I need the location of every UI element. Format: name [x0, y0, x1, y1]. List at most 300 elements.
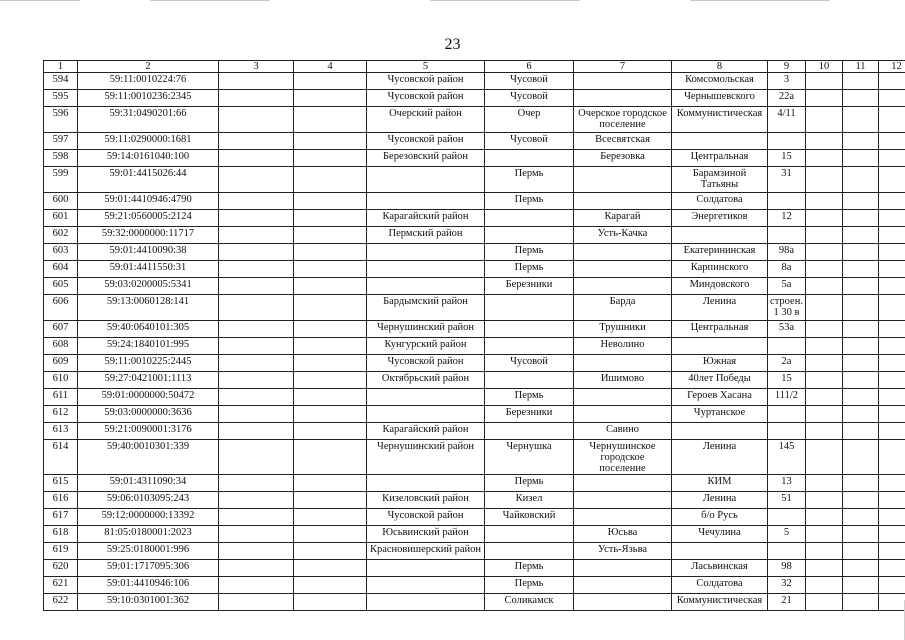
table-cell-col-9 — [768, 338, 806, 355]
table-row — [44, 73, 905, 90]
table-cell-col-12 — [879, 295, 905, 321]
table-row — [44, 244, 905, 261]
table-cell-col-10 — [806, 90, 843, 107]
table-cell-col-11 — [843, 509, 879, 526]
top-edge-rule — [430, 0, 580, 1]
table-cell-col-1: 609 — [44, 355, 78, 372]
table-cell-col-10 — [806, 577, 843, 594]
table-row — [44, 193, 905, 210]
table-row — [44, 372, 905, 389]
table-cell-col-8 — [672, 227, 768, 244]
table-cell-col-6 — [485, 526, 574, 543]
table-cell-col-8: Ленина — [672, 440, 768, 475]
table-cell-col-9 — [768, 193, 806, 210]
table-cell-col-10 — [806, 389, 843, 406]
table-cell-col-6 — [485, 295, 574, 321]
table-cell-col-12 — [879, 372, 905, 389]
table-cell-col-12 — [879, 107, 905, 133]
column-header: 4 — [294, 61, 367, 73]
table-cell-col-3 — [219, 227, 294, 244]
table-cell-col-11 — [843, 167, 879, 193]
table-cell-col-1: 600 — [44, 193, 78, 210]
table-cell-col-7 — [574, 594, 672, 611]
table-cell-col-4 — [294, 321, 367, 338]
table-cell-col-12 — [879, 167, 905, 193]
table-cell-col-4 — [294, 594, 367, 611]
table-cell-col-7 — [574, 193, 672, 210]
table-cell-col-11 — [843, 372, 879, 389]
table-cell-col-8: Центральная — [672, 150, 768, 167]
table-cell-col-1: 595 — [44, 90, 78, 107]
table-cell-col-3 — [219, 577, 294, 594]
table-cell-col-6 — [485, 338, 574, 355]
table-cell-col-11 — [843, 594, 879, 611]
table-cell-col-9: 15 — [768, 372, 806, 389]
table-cell-col-10 — [806, 244, 843, 261]
table-row — [44, 338, 905, 355]
table-cell-col-12 — [879, 244, 905, 261]
table-cell-col-2: 59:03:0000000:3636 — [78, 406, 219, 423]
table-cell-col-12 — [879, 73, 905, 90]
table-cell-col-2: 59:24:1840101:995 — [78, 338, 219, 355]
table-cell-col-9: 22а — [768, 90, 806, 107]
table-cell-col-3 — [219, 440, 294, 475]
registry-table — [43, 60, 905, 611]
table-cell-col-6: Чернушка — [485, 440, 574, 475]
table-cell-col-5 — [367, 594, 485, 611]
table-cell-col-4 — [294, 389, 367, 406]
table-cell-col-9: 12 — [768, 210, 806, 227]
table-row — [44, 107, 905, 133]
table-cell-col-4 — [294, 509, 367, 526]
table-cell-col-12 — [879, 193, 905, 210]
table-cell-col-1: 618 — [44, 526, 78, 543]
table-cell-col-12 — [879, 389, 905, 406]
table-cell-col-3 — [219, 295, 294, 321]
table-cell-col-4 — [294, 261, 367, 278]
table-cell-col-4 — [294, 227, 367, 244]
table-cell-col-11 — [843, 278, 879, 295]
table-cell-col-11 — [843, 475, 879, 492]
table-cell-col-4 — [294, 577, 367, 594]
table-cell-col-11 — [843, 577, 879, 594]
table-cell-col-9: строен.1 30 в — [768, 295, 806, 321]
table-row — [44, 577, 905, 594]
table-cell-col-6: Чусовой — [485, 73, 574, 90]
table-cell-col-5 — [367, 577, 485, 594]
table-row — [44, 90, 905, 107]
table-cell-col-8: Миндовского — [672, 278, 768, 295]
table-cell-col-6: Чайковский — [485, 509, 574, 526]
table-cell-col-2: 59:40:0010301:339 — [78, 440, 219, 475]
table-cell-col-9: 5а — [768, 278, 806, 295]
table-cell-col-7 — [574, 244, 672, 261]
top-edge-rule — [0, 0, 80, 1]
table-cell-col-8: КИМ — [672, 475, 768, 492]
table-cell-col-6: Чусовой — [485, 90, 574, 107]
table-cell-col-7 — [574, 406, 672, 423]
table-cell-col-12 — [879, 492, 905, 509]
table-cell-col-8: Центральная — [672, 321, 768, 338]
table-cell-col-7: Карагай — [574, 210, 672, 227]
table-cell-col-11 — [843, 150, 879, 167]
table-cell-col-10 — [806, 193, 843, 210]
table-cell-col-1: 599 — [44, 167, 78, 193]
table-cell-col-5: Чусовской район — [367, 355, 485, 372]
table-cell-col-12 — [879, 321, 905, 338]
table-cell-col-12 — [879, 90, 905, 107]
table-cell-col-2: 59:32:0000000:11717 — [78, 227, 219, 244]
table-cell-col-2: 59:03:0200005:5341 — [78, 278, 219, 295]
table-row — [44, 278, 905, 295]
table-cell-col-7: Усть-Качка — [574, 227, 672, 244]
table-cell-col-12 — [879, 338, 905, 355]
table-cell-col-3 — [219, 475, 294, 492]
table-cell-col-2: 81:05:0180001:2023 — [78, 526, 219, 543]
table-cell-col-5 — [367, 475, 485, 492]
table-row — [44, 594, 905, 611]
top-edge-rule — [150, 0, 270, 1]
table-cell-col-5 — [367, 193, 485, 210]
table-cell-col-8: Екатерининская — [672, 244, 768, 261]
table-cell-col-2: 59:10:0301001:362 — [78, 594, 219, 611]
table-cell-col-1: 614 — [44, 440, 78, 475]
table-cell-col-10 — [806, 227, 843, 244]
column-header: 11 — [843, 61, 879, 73]
table-cell-col-7 — [574, 167, 672, 193]
table-cell-col-12 — [879, 406, 905, 423]
table-cell-col-11 — [843, 389, 879, 406]
table-cell-col-11 — [843, 406, 879, 423]
table-cell-col-7 — [574, 278, 672, 295]
table-cell-col-1: 605 — [44, 278, 78, 295]
table-cell-col-2: 59:01:4410946:106 — [78, 577, 219, 594]
table-cell-col-10 — [806, 150, 843, 167]
table-cell-col-9: 51 — [768, 492, 806, 509]
table-cell-col-10 — [806, 355, 843, 372]
table-cell-col-9: 13 — [768, 475, 806, 492]
table-cell-col-12 — [879, 509, 905, 526]
page-number: 23 — [444, 36, 461, 53]
table-cell-col-11 — [843, 73, 879, 90]
table-row — [44, 261, 905, 278]
table-cell-col-1: 604 — [44, 261, 78, 278]
table-cell-col-5: Юсьвинский район — [367, 526, 485, 543]
table-cell-col-4 — [294, 90, 367, 107]
table-cell-col-11 — [843, 543, 879, 560]
table-cell-col-7: Чернушинское городское поселение — [574, 440, 672, 475]
table-cell-col-6: Пермь — [485, 560, 574, 577]
table-cell-col-5: Красновишерский район — [367, 543, 485, 560]
table-cell-col-5: Чусовской район — [367, 133, 485, 150]
table-cell-col-1: 596 — [44, 107, 78, 133]
table-cell-col-9 — [768, 406, 806, 423]
table-cell-col-11 — [843, 423, 879, 440]
table-cell-col-3 — [219, 210, 294, 227]
table-cell-col-9: 145 — [768, 440, 806, 475]
table-cell-col-7: Усть-Язьва — [574, 543, 672, 560]
table-cell-col-6: Чусовой — [485, 355, 574, 372]
table-cell-col-3 — [219, 90, 294, 107]
table-cell-col-10 — [806, 210, 843, 227]
table-cell-col-6: Пермь — [485, 577, 574, 594]
table-cell-col-7: Очерское городское поселение — [574, 107, 672, 133]
table-cell-col-12 — [879, 560, 905, 577]
column-header: 7 — [574, 61, 672, 73]
table-cell-col-7 — [574, 492, 672, 509]
table-cell-col-6: Чусовой — [485, 133, 574, 150]
table-cell-col-4 — [294, 355, 367, 372]
table-cell-col-5: Березовский район — [367, 150, 485, 167]
table-cell-col-7 — [574, 560, 672, 577]
table-cell-col-12 — [879, 278, 905, 295]
table-cell-col-9 — [768, 509, 806, 526]
table-cell-col-5 — [367, 261, 485, 278]
table-cell-col-8: Солдатова — [672, 577, 768, 594]
table-cell-col-3 — [219, 492, 294, 509]
table-cell-col-6: Пермь — [485, 475, 574, 492]
table-cell-col-6: Пермь — [485, 261, 574, 278]
table-cell-col-8: Чернышевского — [672, 90, 768, 107]
table-cell-col-11 — [843, 244, 879, 261]
table-row — [44, 475, 905, 492]
table-cell-col-4 — [294, 107, 367, 133]
table-cell-col-4 — [294, 338, 367, 355]
table-cell-col-1: 603 — [44, 244, 78, 261]
table-cell-col-6 — [485, 372, 574, 389]
table-cell-col-12 — [879, 355, 905, 372]
table-row — [44, 509, 905, 526]
table-cell-col-12 — [879, 423, 905, 440]
table-cell-col-1: 601 — [44, 210, 78, 227]
table-cell-col-2: 59:11:0010225:2445 — [78, 355, 219, 372]
table-cell-col-5: Очерский район — [367, 107, 485, 133]
table-cell-col-10 — [806, 261, 843, 278]
column-number-row — [44, 61, 905, 73]
table-cell-col-1: 622 — [44, 594, 78, 611]
table-cell-col-7: Трушники — [574, 321, 672, 338]
table-cell-col-2: 59:01:4311090:34 — [78, 475, 219, 492]
table-cell-col-5: Пермский район — [367, 227, 485, 244]
table-cell-col-3 — [219, 509, 294, 526]
table-cell-col-5: Чернушинский район — [367, 440, 485, 475]
table-cell-col-2: 59:14:0161040:100 — [78, 150, 219, 167]
table-cell-col-10 — [806, 560, 843, 577]
table-cell-col-8: Ласьвинская — [672, 560, 768, 577]
table-cell-col-2: 59:01:4410946:4790 — [78, 193, 219, 210]
column-header: 10 — [806, 61, 843, 73]
table-cell-col-4 — [294, 193, 367, 210]
table-cell-col-11 — [843, 526, 879, 543]
column-header: 6 — [485, 61, 574, 73]
table-cell-col-4 — [294, 73, 367, 90]
table-cell-col-5 — [367, 389, 485, 406]
table-cell-col-10 — [806, 423, 843, 440]
table-cell-col-10 — [806, 107, 843, 133]
table-cell-col-2: 59:31:0490201:66 — [78, 107, 219, 133]
table-cell-col-9: 4/11 — [768, 107, 806, 133]
table-cell-col-8: Ленина — [672, 295, 768, 321]
table-cell-col-7 — [574, 577, 672, 594]
table-cell-col-2: 59:01:1717095:306 — [78, 560, 219, 577]
table-cell-col-5 — [367, 167, 485, 193]
table-cell-col-9: 2а — [768, 355, 806, 372]
table-cell-col-8: Солдатова — [672, 193, 768, 210]
table-cell-col-8: Героев Хасана — [672, 389, 768, 406]
table-cell-col-1: 610 — [44, 372, 78, 389]
table-cell-col-12 — [879, 594, 905, 611]
table-cell-col-1: 620 — [44, 560, 78, 577]
table-cell-col-6: Березники — [485, 406, 574, 423]
table-cell-col-9 — [768, 543, 806, 560]
table-cell-col-12 — [879, 543, 905, 560]
table-cell-col-2: 59:01:4415026:44 — [78, 167, 219, 193]
table-cell-col-3 — [219, 321, 294, 338]
table-cell-col-3 — [219, 107, 294, 133]
table-cell-col-10 — [806, 133, 843, 150]
table-cell-col-4 — [294, 295, 367, 321]
table-row — [44, 355, 905, 372]
table-row — [44, 227, 905, 244]
table-cell-col-1: 597 — [44, 133, 78, 150]
table-cell-col-12 — [879, 475, 905, 492]
table-cell-col-8: Комсомольская — [672, 73, 768, 90]
table-cell-col-2: 59:40:0640101:305 — [78, 321, 219, 338]
table-cell-col-8 — [672, 338, 768, 355]
table-row — [44, 560, 905, 577]
table-cell-col-10 — [806, 543, 843, 560]
table-cell-col-2: 59:21:0090001:3176 — [78, 423, 219, 440]
table-cell-col-3 — [219, 526, 294, 543]
table-cell-col-6: Пермь — [485, 167, 574, 193]
table-cell-col-4 — [294, 372, 367, 389]
table-cell-col-3 — [219, 372, 294, 389]
table-cell-col-10 — [806, 321, 843, 338]
table-cell-col-12 — [879, 440, 905, 475]
table-cell-col-7: Неволино — [574, 338, 672, 355]
table-cell-col-6 — [485, 150, 574, 167]
table-cell-col-5: Карагайский район — [367, 210, 485, 227]
table-row — [44, 133, 905, 150]
column-header: 2 — [78, 61, 219, 73]
table-cell-col-9: 5 — [768, 526, 806, 543]
table-cell-col-1: 606 — [44, 295, 78, 321]
table-cell-col-11 — [843, 338, 879, 355]
table-cell-col-12 — [879, 133, 905, 150]
table-cell-col-1: 612 — [44, 406, 78, 423]
top-edge-rule — [690, 0, 830, 1]
table-row — [44, 543, 905, 560]
table-row — [44, 321, 905, 338]
table-cell-col-10 — [806, 440, 843, 475]
table-cell-col-5: Чусовской район — [367, 509, 485, 526]
table-cell-col-4 — [294, 244, 367, 261]
table-cell-col-2: 59:27:0421001:1113 — [78, 372, 219, 389]
table-cell-col-6: Пермь — [485, 193, 574, 210]
table-cell-col-12 — [879, 261, 905, 278]
table-row — [44, 295, 905, 321]
column-header: 9 — [768, 61, 806, 73]
table-cell-col-10 — [806, 509, 843, 526]
table-cell-col-9 — [768, 423, 806, 440]
table-row — [44, 440, 905, 475]
column-header: 8 — [672, 61, 768, 73]
table-cell-col-9: 8а — [768, 261, 806, 278]
table-cell-col-11 — [843, 193, 879, 210]
table-cell-col-11 — [843, 492, 879, 509]
column-header: 1 — [44, 61, 78, 73]
table-cell-col-5: Чернушинский район — [367, 321, 485, 338]
table-cell-col-2: 59:01:0000000:50472 — [78, 389, 219, 406]
table-cell-col-5: Кизеловский район — [367, 492, 485, 509]
table-cell-col-4 — [294, 150, 367, 167]
table-row — [44, 210, 905, 227]
table-cell-col-10 — [806, 492, 843, 509]
table-cell-col-8: Коммунистическая — [672, 107, 768, 133]
column-header: 12 — [879, 61, 905, 73]
table-cell-col-9: 31 — [768, 167, 806, 193]
table-cell-col-10 — [806, 526, 843, 543]
table-cell-col-8: Карпинского — [672, 261, 768, 278]
table-cell-col-4 — [294, 526, 367, 543]
table-cell-col-4 — [294, 543, 367, 560]
table-cell-col-2: 59:21:0560005:2124 — [78, 210, 219, 227]
table-cell-col-6: Кизел — [485, 492, 574, 509]
table-cell-col-6 — [485, 543, 574, 560]
table-cell-col-11 — [843, 210, 879, 227]
table-cell-col-9: 32 — [768, 577, 806, 594]
table-cell-col-2: 59:11:0010224:76 — [78, 73, 219, 90]
table-cell-col-1: 608 — [44, 338, 78, 355]
table-cell-col-3 — [219, 261, 294, 278]
table-cell-col-3 — [219, 594, 294, 611]
table-cell-col-7: Савино — [574, 423, 672, 440]
table-cell-col-7: Ишимово — [574, 372, 672, 389]
table-cell-col-9 — [768, 133, 806, 150]
table-cell-col-4 — [294, 492, 367, 509]
table-cell-col-12 — [879, 227, 905, 244]
table-cell-col-3 — [219, 167, 294, 193]
table-cell-col-11 — [843, 107, 879, 133]
table-cell-col-8 — [672, 133, 768, 150]
table-cell-col-9: 98а — [768, 244, 806, 261]
table-cell-col-11 — [843, 560, 879, 577]
table-cell-col-7 — [574, 73, 672, 90]
table-cell-col-4 — [294, 278, 367, 295]
table-cell-col-2: 59:06:0103095:243 — [78, 492, 219, 509]
table-cell-col-3 — [219, 560, 294, 577]
table-row — [44, 526, 905, 543]
table-cell-col-1: 607 — [44, 321, 78, 338]
table-cell-col-2: 59:01:4411550:31 — [78, 261, 219, 278]
table-cell-col-9: 111/2 — [768, 389, 806, 406]
table-cell-col-4 — [294, 167, 367, 193]
table-cell-col-3 — [219, 150, 294, 167]
table-cell-col-7 — [574, 90, 672, 107]
table-cell-col-5: Октябрьский район — [367, 372, 485, 389]
table-cell-col-4 — [294, 440, 367, 475]
table-cell-col-9: 15 — [768, 150, 806, 167]
table-cell-col-8: 40лет Победы — [672, 372, 768, 389]
table-cell-col-11 — [843, 261, 879, 278]
table-cell-col-1: 617 — [44, 509, 78, 526]
table-cell-col-5 — [367, 560, 485, 577]
table-cell-col-1: 619 — [44, 543, 78, 560]
table-cell-col-10 — [806, 475, 843, 492]
table-cell-col-3 — [219, 338, 294, 355]
table-cell-col-10 — [806, 372, 843, 389]
column-header: 3 — [219, 61, 294, 73]
